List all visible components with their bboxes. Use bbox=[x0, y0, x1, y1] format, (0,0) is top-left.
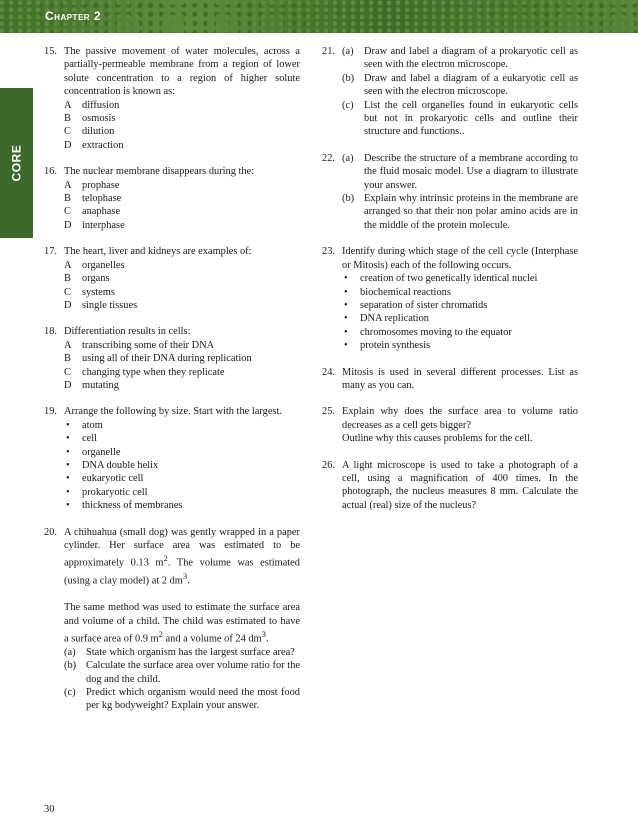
question-stem: Explain why does the surface area to volume ratio decreases as a cell gets bigger? bbox=[342, 406, 578, 431]
question-number: 20. bbox=[44, 526, 57, 538]
option-letter: D bbox=[64, 219, 72, 231]
question-stem: The heart, liver and kidneys are examples of: bbox=[64, 246, 252, 258]
option bbox=[64, 299, 300, 312]
question-number: 23. bbox=[322, 246, 335, 258]
option-letter: A bbox=[64, 339, 72, 351]
question-19 bbox=[44, 405, 300, 512]
question-stem: Differentiation results in cells: bbox=[64, 326, 191, 338]
question-stem-followup: Outline why this causes problems for the cell. bbox=[342, 433, 533, 445]
option-text: transcribing some of their DNA bbox=[82, 339, 215, 351]
option-text: anaphase bbox=[82, 206, 121, 218]
option-text: single tissues bbox=[82, 299, 138, 311]
option-letter: B bbox=[64, 353, 71, 365]
question-part bbox=[342, 45, 578, 72]
text-run: . bbox=[265, 633, 269, 645]
question-stem: The passive movement of water molecules, across a partially-permeable membrane from a region of lower solute concentration to a region of higher solute concentration is known as: bbox=[64, 46, 300, 98]
left-column bbox=[44, 45, 300, 726]
part-text: Calculate the surface area over volume ratio for the dog and the child. bbox=[86, 660, 300, 685]
part-text: Predict which organism would need the most food per kg bodyweight? Explain your answer. bbox=[86, 687, 300, 712]
option-text: telophase bbox=[82, 193, 122, 205]
question-23 bbox=[322, 245, 578, 352]
option-letter: C bbox=[64, 126, 71, 138]
question-number: 18. bbox=[44, 326, 57, 338]
question-18 bbox=[44, 325, 300, 392]
option bbox=[64, 112, 300, 125]
core-side-tab bbox=[0, 88, 33, 238]
text-run: . bbox=[187, 575, 190, 587]
option-letter: C bbox=[64, 206, 71, 218]
bullet-item: • DNA replication bbox=[342, 312, 578, 325]
option-text: dilution bbox=[82, 126, 115, 138]
part-text: Explain why intrinsic proteins in the membrane are arranged so that their non polar amino acids are in the middle of the protein molecule. bbox=[364, 193, 578, 231]
paragraph-gap bbox=[64, 588, 300, 601]
option-text: organelles bbox=[82, 259, 125, 271]
question-stem: The nuclear membrane disappears during the: bbox=[64, 166, 255, 178]
part-label: (a) bbox=[342, 46, 354, 57]
option-text: changing type when they replicate bbox=[82, 366, 225, 378]
bullet-item: • cell bbox=[64, 432, 300, 445]
right-column bbox=[322, 45, 578, 525]
part-text: List the cell organelles found in eukaryotic cells but not in prokaryotic cells and outline their structure and functions.. bbox=[364, 99, 578, 138]
bullet-item: • atom bbox=[64, 419, 300, 432]
part-label: (a) bbox=[64, 646, 76, 658]
option-letter: D bbox=[64, 379, 72, 391]
question-number: 16. bbox=[44, 166, 57, 178]
question-part bbox=[64, 659, 300, 686]
option bbox=[64, 286, 300, 299]
question-17 bbox=[44, 245, 300, 312]
question-number: 24. bbox=[322, 366, 335, 378]
option-text: diffusion bbox=[82, 99, 120, 111]
question-number: 15. bbox=[44, 46, 57, 57]
option-letter: B bbox=[64, 193, 71, 205]
text-run: The same method was used to estimate the surface area and volume of a child. The child was estimated to have a surface area of 0.9 m bbox=[64, 602, 300, 645]
option bbox=[64, 352, 300, 365]
question-24 bbox=[322, 366, 578, 393]
question-part bbox=[64, 686, 300, 713]
page-number: 30 bbox=[44, 804, 55, 815]
option bbox=[64, 205, 300, 218]
question-20 bbox=[44, 526, 300, 713]
bullet-item: • chromosomes moving to the equator bbox=[342, 326, 578, 339]
part-label: (b) bbox=[342, 72, 355, 84]
option bbox=[64, 259, 300, 272]
option bbox=[64, 192, 300, 205]
part-label: (c) bbox=[342, 99, 354, 111]
option-letter: B bbox=[64, 113, 71, 125]
question-paragraph bbox=[64, 526, 300, 589]
question-part bbox=[342, 72, 578, 99]
option bbox=[64, 379, 300, 392]
part-text: State which organism has the largest surface area? bbox=[86, 646, 295, 658]
bullet-item: • separation of sister chromatids bbox=[342, 299, 578, 312]
option bbox=[64, 366, 300, 379]
question-part bbox=[342, 192, 578, 232]
option bbox=[64, 125, 300, 138]
question-number: 19. bbox=[44, 406, 57, 418]
option bbox=[64, 272, 300, 285]
question-number: 17. bbox=[44, 246, 57, 258]
bullet-item: • biochemical reactions bbox=[342, 286, 578, 299]
question-16 bbox=[44, 165, 300, 232]
chapter-title: Chapter 2 bbox=[45, 9, 102, 23]
bullet-item: • organelle bbox=[64, 446, 300, 459]
bullet-item: • eukaryotic cell bbox=[64, 472, 300, 485]
option-letter: A bbox=[64, 179, 72, 191]
option-letter: C bbox=[64, 366, 71, 378]
question-number: 22. bbox=[322, 152, 335, 164]
question-15 bbox=[44, 45, 300, 152]
question-part bbox=[342, 99, 578, 139]
option-text: extraction bbox=[82, 139, 124, 151]
question-paragraph bbox=[64, 601, 300, 646]
question-number: 21. bbox=[322, 46, 335, 57]
part-label: (c) bbox=[64, 687, 76, 699]
superscript: 3 bbox=[261, 628, 266, 639]
option bbox=[64, 219, 300, 232]
question-stem: Identify during which stage of the cell cycle (Interphase or Mitosis) each of the following occurs. bbox=[342, 246, 578, 271]
part-text: Draw and label a diagram of a prokaryotic cell as seen with the electron microscope. bbox=[364, 46, 578, 71]
part-text: Describe the structure of a membrane according to the fluid mosaic model. Use a diagram to illustrate your answer. bbox=[364, 152, 578, 191]
option-text: prophase bbox=[82, 179, 120, 191]
bullet-item: • creation of two genetically identical nuclei bbox=[342, 272, 578, 285]
option-text: interphase bbox=[82, 219, 125, 231]
question-part bbox=[342, 152, 578, 192]
option-letter: D bbox=[64, 139, 72, 151]
part-label: (b) bbox=[64, 660, 77, 672]
option-text: organs bbox=[82, 273, 110, 285]
question-number: 26. bbox=[322, 459, 335, 471]
option-letter: A bbox=[64, 259, 72, 271]
bullet-list bbox=[342, 272, 578, 352]
option-text: systems bbox=[82, 286, 115, 298]
option-text: using all of their DNA during replication bbox=[82, 353, 252, 365]
text-run: A chihuahua (small dog) was gently wrapped in a paper cylinder. Her surface area was estimated to be approximately 0.13 m bbox=[64, 526, 300, 569]
text-run: and a volume of 24 dm bbox=[162, 633, 262, 645]
superscript: 3 bbox=[182, 571, 188, 582]
bullet-item: • protein synthesis bbox=[342, 339, 578, 352]
part-text: Draw and label a diagram of a eukaryotic cell as seen with the electron microscope. bbox=[364, 72, 578, 98]
question-22 bbox=[322, 152, 578, 232]
bullet-item: • prokaryotic cell bbox=[64, 486, 300, 499]
option-text: mutating bbox=[82, 379, 119, 391]
question-21 bbox=[322, 45, 578, 139]
core-side-tab-label: CORE bbox=[8, 144, 23, 182]
option-text: osmosis bbox=[82, 113, 116, 125]
option bbox=[64, 139, 300, 152]
question-part bbox=[64, 646, 300, 659]
question-number: 25. bbox=[322, 406, 335, 418]
bullet-list bbox=[64, 419, 300, 513]
part-label: (a) bbox=[342, 152, 354, 164]
chapter-header-band bbox=[0, 0, 638, 33]
part-label: (b) bbox=[342, 193, 355, 205]
option bbox=[64, 99, 300, 112]
question-stem: Mitosis is used in several different processes. List as many as you can. bbox=[342, 366, 578, 391]
option-letter: B bbox=[64, 273, 71, 285]
option-letter: D bbox=[64, 299, 72, 311]
option bbox=[64, 179, 300, 192]
question-stem: Arrange the following by size. Start with the largest. bbox=[64, 406, 282, 418]
text-run: . The volume was estimated (using a clay model) at 2 dm bbox=[64, 557, 300, 587]
question-25 bbox=[322, 405, 578, 445]
superscript: 2 bbox=[158, 628, 163, 639]
bullet-item: • DNA double helix bbox=[64, 459, 300, 472]
superscript: 2 bbox=[163, 553, 168, 564]
question-26 bbox=[322, 459, 578, 513]
option-letter: A bbox=[64, 99, 72, 111]
bullet-item: • thickness of membranes bbox=[64, 499, 300, 512]
question-stem: A light microscope is used to take a photograph of a cell, using a magnification of 400 times. In the photograph, the nucleus measures 8 mm. Calculate the actual (real) size of the nucleus? bbox=[342, 459, 578, 511]
option-letter: C bbox=[64, 286, 71, 298]
option bbox=[64, 339, 300, 352]
